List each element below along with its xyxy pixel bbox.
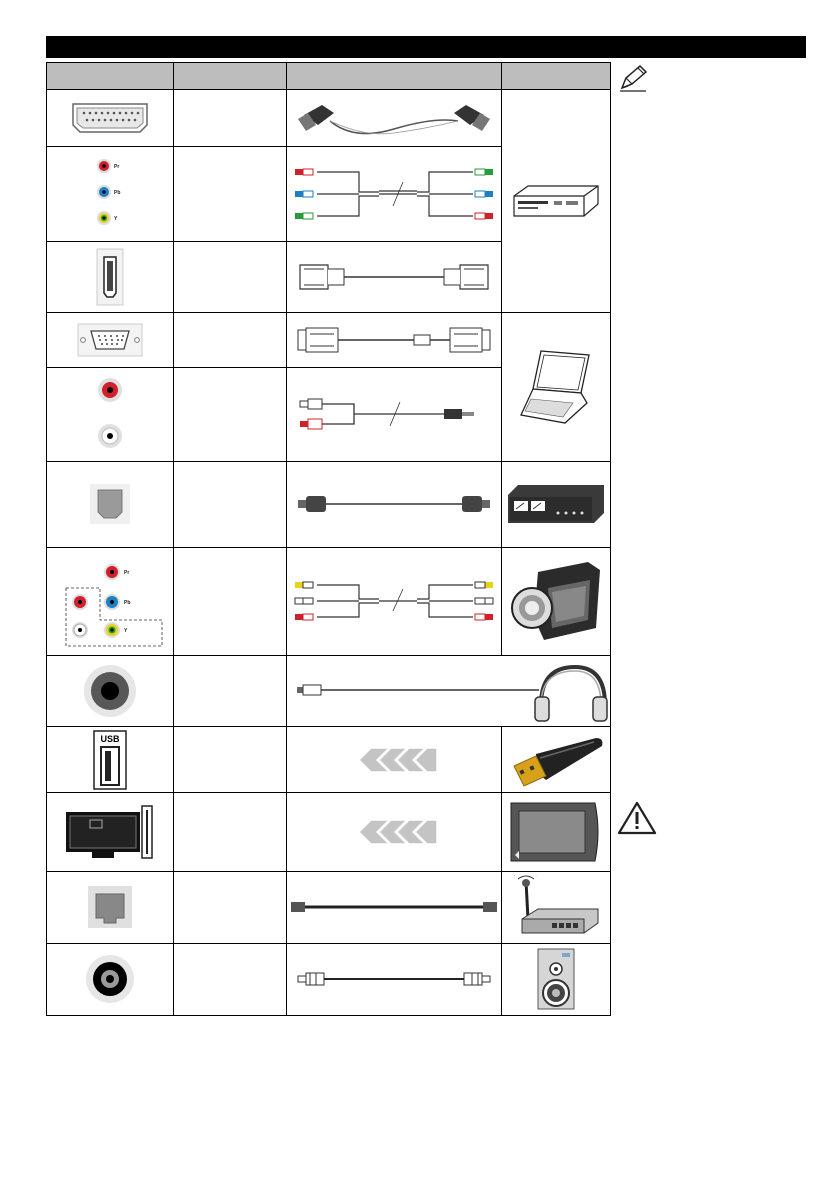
device-cell: [502, 547, 611, 655]
ethernet-cable-icon: [289, 898, 499, 916]
table-header-row: [47, 63, 611, 90]
section-header-bar: [46, 36, 806, 58]
connector-cell: [47, 313, 174, 367]
cable-cell: [287, 656, 611, 727]
device-cell: [502, 727, 611, 793]
svg-text:Pb: Pb: [124, 599, 131, 606]
cable-cell: [287, 313, 502, 367]
cable-cell: [287, 943, 502, 1015]
usb-label: USB: [100, 733, 120, 744]
vga-port-icon: [77, 323, 143, 357]
ci-slot-icon: [62, 804, 158, 860]
table-row: [47, 547, 611, 655]
connector-cell: [47, 943, 174, 1015]
insert-arrows-icon: [349, 747, 439, 773]
connector-cell: [47, 147, 174, 242]
svg-text:Pr: Pr: [124, 569, 130, 576]
cable-cell: [287, 547, 502, 655]
optical-cable-icon: [294, 492, 494, 516]
cable-cell: [287, 727, 502, 793]
laptop-icon: [517, 347, 595, 427]
coaxial-cable-icon: [294, 968, 494, 990]
header-cell-connector: [47, 63, 174, 90]
table-row: [47, 871, 611, 943]
table-row: [47, 727, 611, 793]
device-cell: [502, 793, 611, 871]
headphones-icon: [535, 667, 607, 721]
device-cell: [502, 461, 611, 547]
audio-amplifier-icon: [506, 483, 606, 525]
connector-cell: [47, 461, 174, 547]
table-row: [47, 656, 611, 727]
ethernet-port-icon: [87, 885, 133, 929]
table-row: [47, 313, 611, 367]
connector-cell: [47, 871, 174, 943]
scart-cable-icon: [294, 93, 494, 143]
type-cell: [174, 793, 287, 871]
type-cell: [174, 313, 287, 367]
connections-table: [46, 62, 611, 1016]
insert-arrows-icon: [349, 819, 439, 845]
pr-label: Pr: [114, 164, 120, 171]
table-row: [47, 90, 611, 147]
component-ypbpr-port-icon: [90, 156, 130, 232]
subwoofer-coax-port-icon: [85, 954, 135, 1004]
cable-cell: [287, 871, 502, 943]
vga-cable-icon: [294, 324, 494, 356]
device-cell: [502, 943, 611, 1015]
type-cell: [174, 242, 287, 313]
type-cell: [174, 943, 287, 1015]
connector-cell: [47, 242, 174, 313]
connector-cell: [47, 656, 174, 727]
connector-cell: [47, 727, 174, 793]
component-rca-cable-icon: [289, 164, 499, 224]
ci-cam-module-icon: [509, 801, 603, 863]
table-row: [47, 943, 611, 1015]
table-row: [47, 461, 611, 547]
header-cell-device: [502, 63, 611, 90]
cable-cell: [287, 367, 502, 461]
pc-audio-rca-port-icon: [93, 376, 127, 452]
router-icon: [508, 875, 604, 939]
header-cell-type: [174, 63, 287, 90]
type-cell: [174, 727, 287, 793]
type-cell: [174, 656, 287, 727]
type-cell: [174, 461, 287, 547]
cable-cell: [287, 461, 502, 547]
usb-stick-icon: [506, 732, 606, 788]
note-pencil-icon: [618, 64, 648, 97]
type-cell: [174, 147, 287, 242]
connector-cell: [47, 547, 174, 655]
table-row: [47, 793, 611, 871]
dvd-player-icon: [510, 182, 602, 220]
hdmi-port-icon: [95, 247, 125, 307]
type-cell: [174, 871, 287, 943]
cable-cell: [287, 242, 502, 313]
connector-cell: [47, 367, 174, 461]
type-cell: [174, 367, 287, 461]
optical-spdif-port-icon: [89, 483, 131, 525]
headphone-jack-icon: [83, 664, 137, 718]
device-cell: [502, 871, 611, 943]
device-cell: [502, 313, 611, 461]
rca-to-jack-cable-icon: [294, 392, 494, 436]
connector-cell: [47, 793, 174, 871]
cable-cell: [287, 793, 502, 871]
y-label: Y: [114, 216, 118, 223]
av-component-port-icon: [54, 554, 166, 650]
connector-cell: [47, 90, 174, 147]
device-cell: [502, 90, 611, 313]
pb-label: Pb: [114, 190, 121, 197]
headphone-cable-icon: [289, 659, 609, 723]
svg-text:Y: Y: [124, 627, 128, 634]
usb-port-icon: [93, 730, 127, 790]
camcorder-icon: [508, 558, 604, 646]
type-cell: [174, 547, 287, 655]
scart-port-icon: [70, 101, 150, 135]
type-cell: [174, 90, 287, 147]
header-cell-cables: [287, 63, 502, 90]
warning-triangle-icon: [617, 800, 657, 841]
cable-cell: [287, 147, 502, 242]
hdmi-cable-icon: [294, 255, 494, 299]
av-rca-cable-icon: [289, 577, 499, 627]
subwoofer-speaker-icon: [534, 947, 578, 1011]
cable-cell: [287, 90, 502, 147]
